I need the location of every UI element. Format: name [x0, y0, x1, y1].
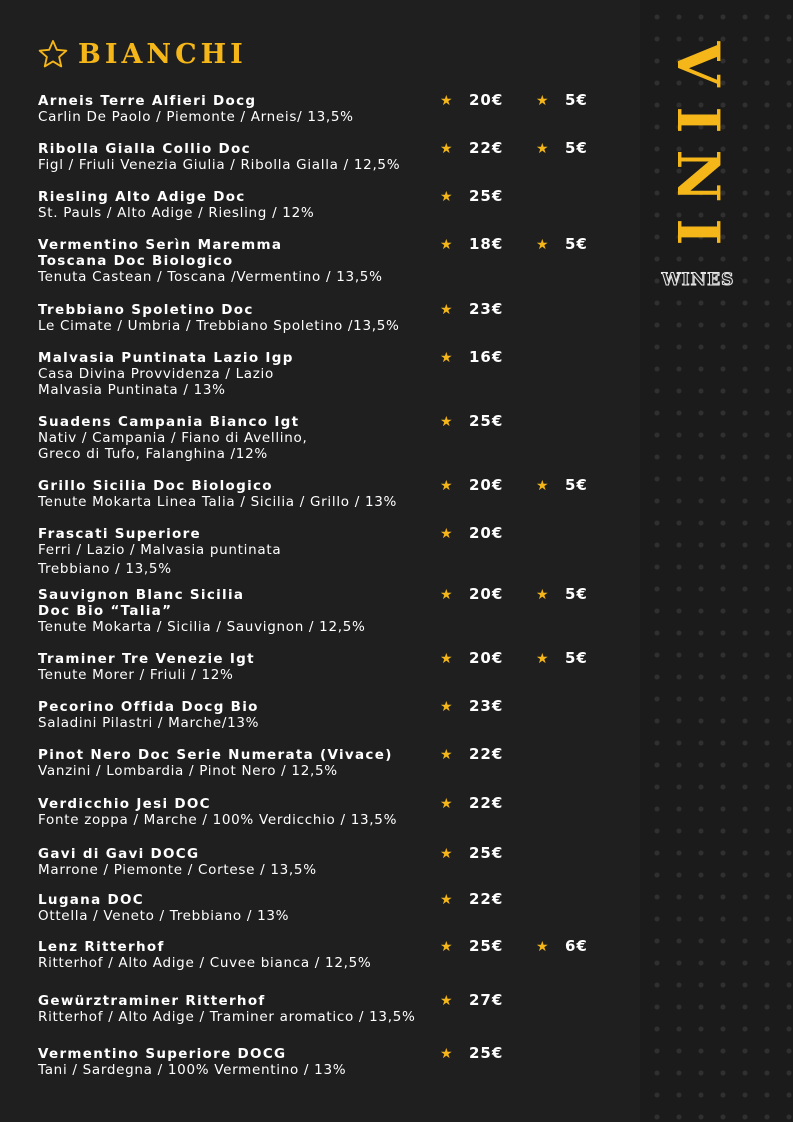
bottle-price: 22€ [469, 745, 504, 763]
wine-details: Greco di Tufo, Falanghina /12% [38, 446, 268, 462]
bottle-price: 23€ [469, 697, 504, 715]
star-icon: ★ [536, 141, 549, 157]
wine-details: St. Pauls / Alto Adige / Riesling / 12% [38, 205, 315, 221]
wine-details: Vanzini / Lombardia / Pinot Nero / 12,5% [38, 763, 338, 779]
wine-details: Trebbiano / 13,5% [38, 561, 172, 577]
wine-name-line2: Toscana Doc Biologico [38, 253, 234, 269]
star-icon: ★ [440, 526, 453, 542]
wine-name: Lenz Ritterhof [38, 939, 165, 955]
wines-subtitle: WINES [661, 270, 735, 290]
wine-details: Casa Divina Provvidenza / Lazio [38, 366, 274, 382]
star-icon: ★ [440, 141, 453, 157]
wine-name: Malvasia Puntinata Lazio Igp [38, 350, 294, 366]
wine-details: Malvasia Puntinata / 13% [38, 382, 226, 398]
star-icon: ★ [440, 699, 453, 715]
wine-name-line2: Doc Bio “Talia” [38, 603, 173, 619]
wine-details: Tenute Mokarta / Sicilia / Sauvignon / 12,5% [38, 619, 366, 635]
bottle-price: 25€ [469, 844, 504, 862]
wine-name: Traminer Tre Venezie Igt [38, 651, 255, 667]
wine-details: Le Cimate / Umbria / Trebbiano Spoletino /13,5% [38, 318, 400, 334]
star-icon: ★ [440, 414, 453, 430]
wine-name: Trebbiano Spoletino Doc [38, 302, 254, 318]
wine-name: Riesling Alto Adige Doc [38, 189, 246, 205]
bottle-price: 20€ [469, 91, 504, 109]
star-icon: ★ [536, 651, 549, 667]
wine-name: Ribolla Gialla Collio Doc [38, 141, 251, 157]
star-icon: ★ [440, 93, 453, 109]
bottle-price: 27€ [469, 991, 504, 1009]
vini-vertical-title [640, 36, 756, 290]
wine-name: Grillo Sicilia Doc Biologico [38, 478, 273, 494]
wine-name: Frascati Superiore [38, 526, 201, 542]
star-icon: ★ [440, 892, 453, 908]
bottle-price: 23€ [469, 300, 504, 318]
wine-details: Ferri / Lazio / Malvasia puntinata [38, 542, 282, 558]
wine-details: Fonte zoppa / Marche / 100% Verdicchio / 13,5% [38, 812, 398, 828]
wine-name: Sauvignon Blanc Sicilia [38, 587, 245, 603]
glass-price: 6€ [565, 937, 588, 955]
bottle-price: 25€ [469, 412, 504, 430]
bottle-price: 18€ [469, 235, 504, 253]
wine-item [38, 1046, 608, 1106]
star-icon: ★ [440, 189, 453, 205]
wine-details: Ottella / Veneto / Trebbiano / 13% [38, 908, 290, 924]
wine-name: Pecorino Offida Docg Bio [38, 699, 259, 715]
wine-item [38, 993, 608, 1053]
wine-name: Gewürztraminer Ritterhof [38, 993, 266, 1009]
wine-details: Tani / Sardegna / 100% Vermentino / 13% [38, 1062, 347, 1078]
bottle-price: 20€ [469, 649, 504, 667]
bottle-price: 20€ [469, 476, 504, 494]
section-header [36, 38, 247, 70]
star-icon: ★ [536, 587, 549, 603]
glass-price: 5€ [565, 649, 588, 667]
star-icon: ★ [440, 350, 453, 366]
bottle-price: 20€ [469, 585, 504, 603]
star-icon: ★ [440, 237, 453, 253]
bottle-price: 25€ [469, 1044, 504, 1062]
vini-letter: I [664, 106, 732, 134]
glass-price: 5€ [565, 235, 588, 253]
wine-name: Gavi di Gavi DOCG [38, 846, 200, 862]
wine-details: Marrone / Piemonte / Cortese / 13,5% [38, 862, 317, 878]
bottle-price: 25€ [469, 187, 504, 205]
wine-details: Tenuta Castean / Toscana /Vermentino / 13,5% [38, 269, 383, 285]
section-title: BIANCHI [78, 38, 247, 70]
vini-letter: V [664, 41, 732, 87]
star-icon: ★ [536, 237, 549, 253]
star-icon: ★ [440, 796, 453, 812]
star-icon: ★ [440, 478, 453, 494]
glass-price: 5€ [565, 91, 588, 109]
wine-details: Figl / Friuli Venezia Giulia / Ribolla Gialla / 12,5% [38, 157, 401, 173]
wine-details: Nativ / Campania / Fiano di Avellino, [38, 430, 308, 446]
bottle-price: 25€ [469, 937, 504, 955]
wine-name: Arneis Terre Alfieri Docg [38, 93, 257, 109]
wine-details: Tenute Morer / Friuli / 12% [38, 667, 234, 683]
star-icon: ★ [440, 1046, 453, 1062]
bottle-price: 22€ [469, 890, 504, 908]
star-icon: ★ [536, 939, 549, 955]
glass-price: 5€ [565, 585, 588, 603]
star-outline-icon [36, 38, 70, 70]
wine-item [38, 939, 608, 999]
wine-name: Verdicchio Jesi DOC [38, 796, 211, 812]
wine-details: Ritterhof / Alto Adige / Traminer aromatico / 13,5% [38, 1009, 416, 1025]
star-icon: ★ [440, 651, 453, 667]
wine-details: Saladini Pilastri / Marche/13% [38, 715, 260, 731]
wine-name: Pinot Nero Doc Serie Numerata (Vivace) [38, 747, 393, 763]
vini-letter: N [664, 149, 732, 203]
star-icon: ★ [440, 587, 453, 603]
wine-name: Vermentino Superiore DOCG [38, 1046, 287, 1062]
wine-item [38, 587, 608, 647]
bottle-price: 22€ [469, 139, 504, 157]
star-icon: ★ [440, 302, 453, 318]
star-icon: ★ [536, 93, 549, 109]
star-icon: ★ [440, 846, 453, 862]
glass-price: 5€ [565, 139, 588, 157]
wine-name: Suadens Campania Bianco Igt [38, 414, 300, 430]
wine-details: Carlin De Paolo / Piemonte / Arneis/ 13,5% [38, 109, 354, 125]
wine-item [38, 350, 608, 410]
star-icon: ★ [440, 939, 453, 955]
wine-details: Tenute Mokarta Linea Talia / Sicilia / Grillo / 13% [38, 494, 398, 510]
wine-name: Vermentino Serìn Maremma [38, 237, 283, 253]
wine-name: Lugana DOC [38, 892, 144, 908]
glass-price: 5€ [565, 476, 588, 494]
wine-item [38, 526, 608, 586]
star-icon: ★ [440, 993, 453, 1009]
bottle-price: 20€ [469, 524, 504, 542]
star-icon: ★ [536, 478, 549, 494]
bottle-price: 16€ [469, 348, 504, 366]
vini-letter: I [664, 218, 732, 246]
bottle-price: 22€ [469, 794, 504, 812]
wine-item [38, 414, 608, 474]
wine-details: Ritterhof / Alto Adige / Cuvee bianca / 12,5% [38, 955, 372, 971]
star-icon: ★ [440, 747, 453, 763]
wine-item [38, 237, 608, 297]
